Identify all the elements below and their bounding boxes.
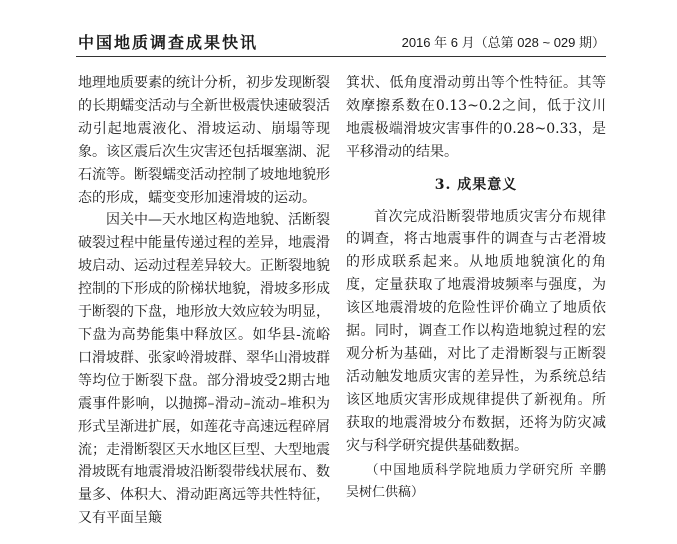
publication-title: 中国地质调查成果快讯 [78, 33, 259, 52]
header-divider [76, 56, 606, 57]
issue-info: 2016 年 6 月（总第 028 ~ 029 期） [401, 35, 605, 50]
right-paragraph-continued: 箕状、低角度滑动剪出等个性特征。其等效摩擦系数在0.13~0.2之间，低于汶川地震极端滑坡灾害事件的0.28~0.33，是平移滑动的结果。 [346, 75, 606, 160]
section-heading: 3. 成果意义 [434, 176, 518, 193]
left-paragraph-continued: 地理地质要素的统计分析，初步发现断裂的长期蠕变活动与全新世极震快速破裂活动引起地震液化、滑坡运动、崩塌等现象。该区震后次生灾害还包括堰塞湖、泥石流等。断裂蠕变活动控制了坡地地貌形态的形成，蠕变变形加速滑坡的运动。 [78, 75, 330, 206]
author-credit: （中国地质科学院地质力学研究所 辛鹏 吴树仁供稿） [346, 462, 606, 500]
left-paragraph-second: 因关中—天水地区构造地貌、活断裂破裂过程中能量传递过程的差异，地震滑坡启动、运动过程差异较大。正断裂地貌控制的下形成的阶梯状地貌，滑坡多形成于断裂的下盘，地形放大效应较为明显，下盘为高势能集中释放区。如华县-流峪口滑坡群、张家岭滑坡群、翠华山滑坡群等均位于断裂下盘。部分滑坡受2期古地震事件影响，以抛掷–滑动–流动–堆积为形式呈渐进扩展，如莲花寺高速远程碎屑流；走滑断裂区天水地区巨型、大型地震滑坡既有地震滑坡沿断裂带线状展布、数量多、体积大、滑动距离远等共性特征，又有平面呈簸 [78, 212, 330, 527]
right-column [346, 72, 606, 504]
left-column [78, 72, 330, 530]
right-paragraph-significance: 首次完成沿断裂带地质灾害分布规律的调查，将古地震事件的调查与古老滑坡的形成联系起来。从地质地貌演化的角度，定量获取了地震滑坡频率与强度，为该区地震滑坡的危险性评价确立了地质依据。同时，调查工作以构造地貌过程的宏观分析为基础，对比了走滑断裂与正断裂活动触发地质灾害的差异性，为系统总结该区地质灾害形成规律提供了新视角。所获取的地震滑坡分布数据，还将为防灾减灾与科学研究提供基础数据。 [346, 208, 606, 454]
page-header [0, 0, 677, 66]
